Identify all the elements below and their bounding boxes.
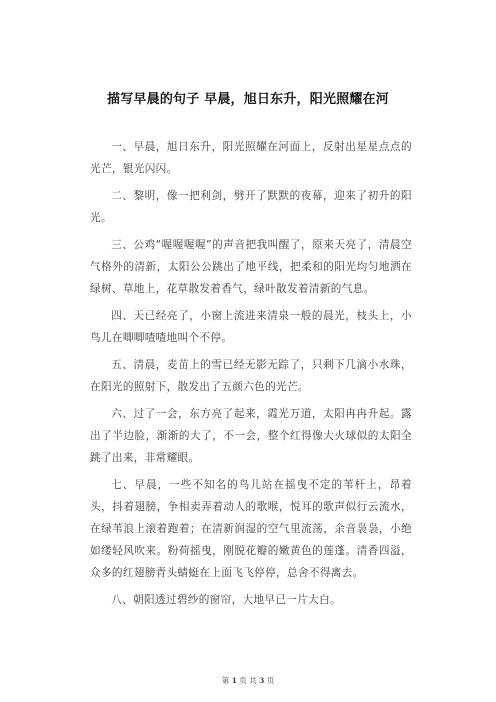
footer-prefix: 第 xyxy=(221,676,230,685)
footer-middle: 页 共 xyxy=(239,676,257,685)
paragraph-5: 五、清晨，麦苗上的雪已经无影无踪了，只剩下几滴小水珠，在阳光的照射下，散发出了五颜六色的光芒。 xyxy=(90,359,412,393)
paragraph-1: 一、早晨，旭日东升，阳光照耀在河面上，反射出星星点点的光芒，银光闪闪。 xyxy=(90,141,412,175)
document-body xyxy=(90,136,412,616)
footer-suffix: 页 xyxy=(266,676,275,685)
paragraph-8: 八、朝阳透过碧纱的窗帘，大地早已一片大白。 xyxy=(111,594,342,606)
paragraph-2: 二、黎明，像一把利剑，劈开了默默的夜幕，迎来了初升的阳光。 xyxy=(90,190,412,224)
footer-total-pages: 3 xyxy=(259,676,265,685)
paragraph-7: 七、早晨，一些不知名的鸟儿站在摇曳不定的苇杆上，昂着头，抖着翅膀，争相卖弄着动人的歌喉，悦耳的歌声似行云流水，在绿苇浪上滚着跑着；在清新润湿的空气里流荡，余音袅袅，小绝如缕轻风吹来。粉荷摇曳，刚脱花瓣的嫩黄色的莲蓬。清香四溢，众多的红翅膀青头蜻蜓在上面飞飞停停，总舍不得离去。 xyxy=(90,479,412,579)
paragraph-3: 三、公鸡“喔喔喔喔”的声音把我叫醒了，原来天亮了，清晨空气格外的清新，太阳公公跳出了地平线，把柔和的阳光均匀地洒在绿树、草地上，花草散发着香气，绿叶散发着清新的气息。 xyxy=(90,239,412,295)
footer-current-page: 1 xyxy=(231,676,237,685)
document-title: 描写早晨的句子 早晨，旭日东升，阳光照耀在河 xyxy=(107,92,389,107)
page-footer xyxy=(0,676,496,686)
paragraph-4: 四、天已经亮了，小窗上流进来清泉一般的晨光，枝头上，小鸟儿在唧唧喳喳地叫个不停。 xyxy=(90,310,412,344)
paragraph-6: 六、过了一会，东方亮了起来，霞光万道，太阳冉冉升起。露出了半边脸，渐渐的大了，不一会，整个红得像大火球似的太阳全跳了出来，非常耀眼。 xyxy=(90,408,412,464)
